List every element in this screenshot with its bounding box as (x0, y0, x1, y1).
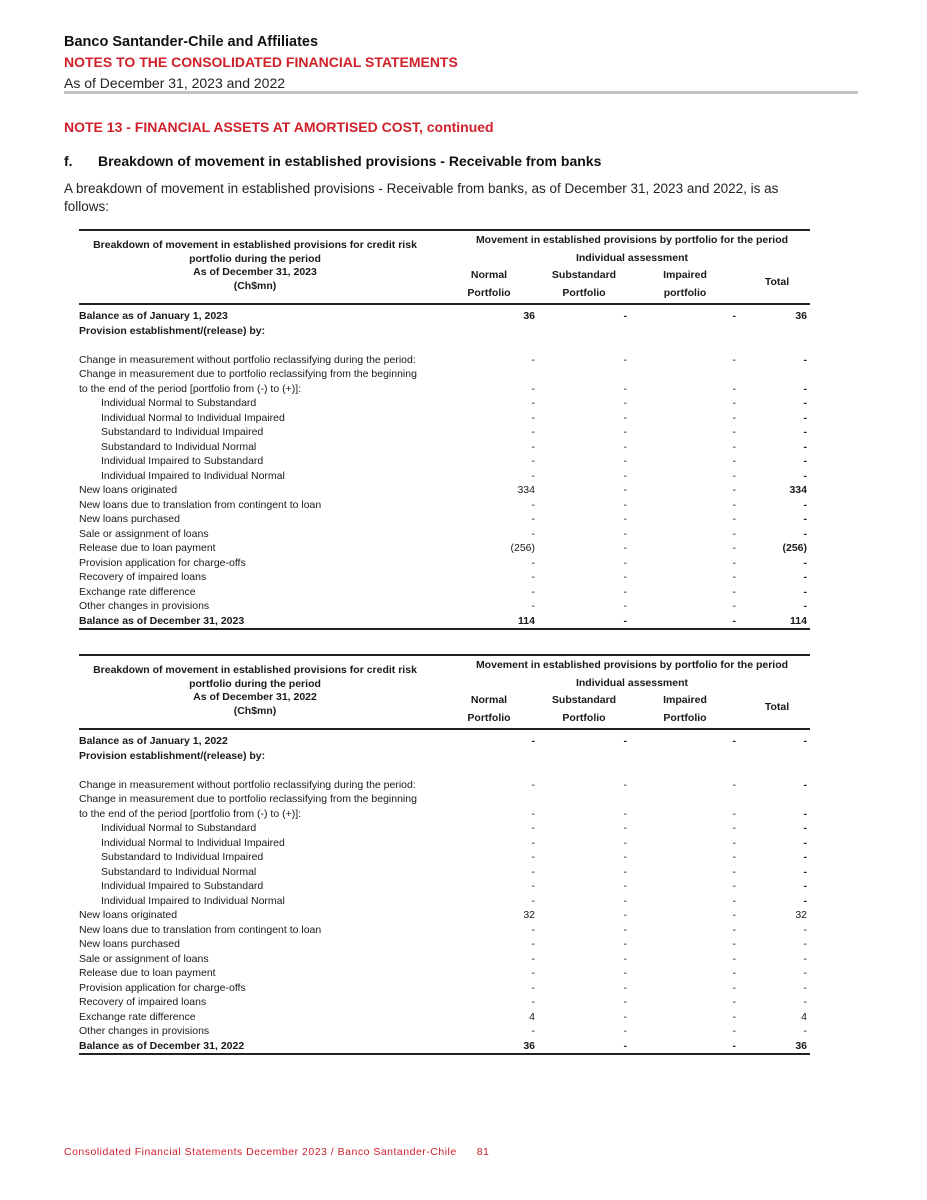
value-impaired: - (732, 353, 736, 366)
value-normal: - (531, 1025, 535, 1037)
row-label: Substandard to Individual Normal (101, 440, 257, 453)
table-row (79, 923, 810, 938)
value-normal: - (531, 865, 535, 878)
table-row (79, 865, 810, 880)
value-impaired: - (732, 836, 736, 849)
value-normal: - (531, 426, 535, 438)
value-impaired: - (732, 894, 736, 907)
value-substandard: - (623, 498, 627, 511)
column-header-substandard (539, 691, 629, 727)
table-row (79, 324, 810, 339)
column-header-line: Substandard (551, 269, 617, 281)
value-total: - (803, 778, 807, 791)
value-normal: - (531, 513, 535, 525)
value-normal: - (531, 600, 535, 612)
table-row (79, 396, 810, 411)
table-row (79, 763, 810, 792)
value-substandard: - (623, 411, 627, 424)
value-normal: - (531, 498, 535, 511)
value-normal: - (531, 411, 535, 424)
row-label: Release due to loan payment (79, 542, 216, 554)
value-impaired: - (732, 938, 736, 950)
value-normal: - (531, 822, 535, 834)
value-normal: - (531, 556, 535, 569)
value-substandard: - (623, 952, 627, 965)
table-row (79, 527, 810, 542)
column-header-line: Impaired (663, 269, 707, 281)
value-normal: - (531, 469, 535, 482)
table-row-header (79, 664, 431, 718)
value-substandard: - (623, 778, 627, 791)
value-substandard: - (623, 310, 627, 322)
value-total: - (803, 382, 807, 395)
header-line: portfolio during the period (189, 677, 321, 690)
value-normal: - (531, 585, 535, 598)
table-body (79, 305, 810, 630)
row-label: New loans originated (79, 909, 178, 921)
value-normal: - (531, 382, 535, 395)
row-label: New loans due to translation from contingent to loan (79, 923, 322, 936)
table-row (79, 483, 810, 498)
column-header-normal (459, 691, 519, 727)
value-impaired: - (732, 981, 736, 994)
page-footer (64, 1146, 489, 1158)
value-substandard: - (623, 542, 627, 554)
row-label: New loans purchased (79, 938, 180, 950)
value-substandard: - (623, 822, 627, 834)
table-row (79, 498, 810, 513)
row-label: Change in measurement due to portfolio reclassifying from the beginning to the end of the period [portfolio from (-) to (+)]: (79, 793, 417, 820)
column-header-line: Portfolio (562, 712, 606, 724)
as-of-date: As of December 31, 2023 and 2022 (64, 75, 286, 91)
row-label: Provision application for charge-offs (79, 981, 246, 994)
table-row-header (79, 239, 431, 293)
group-subheader: Individual assessment (575, 677, 689, 689)
note-title: NOTE 13 - FINANCIAL ASSETS AT AMORTISED COST, continued (64, 119, 494, 135)
table-row (79, 367, 810, 396)
table-row (79, 556, 810, 571)
value-impaired: - (732, 1010, 736, 1023)
page-number: 81 (476, 1146, 490, 1158)
table-row (79, 937, 810, 952)
table-row (79, 966, 810, 981)
row-label: Recovery of impaired loans (79, 571, 207, 583)
value-total: - (803, 469, 807, 482)
notes-title: NOTES TO THE CONSOLIDATED FINANCIAL STATEMENTS (64, 54, 458, 70)
value-normal: 36 (523, 1039, 535, 1052)
table-row (79, 425, 810, 440)
value-impaired: - (732, 310, 736, 322)
value-normal: - (531, 353, 535, 366)
value-total: - (803, 981, 807, 994)
value-substandard: - (623, 571, 627, 583)
value-normal: - (531, 967, 535, 979)
value-normal: - (531, 981, 535, 994)
value-normal: - (531, 851, 535, 863)
row-label: Substandard to Individual Normal (101, 865, 257, 878)
value-total: 334 (789, 484, 807, 496)
intro-paragraph: A breakdown of movement in established provisions - Receivable from banks, as of December 31, 2023 and 2022, is as follows: (64, 181, 779, 214)
value-impaired: - (732, 923, 736, 936)
value-impaired: - (732, 865, 736, 878)
row-label: Release due to loan payment (79, 967, 216, 979)
value-substandard: - (623, 996, 627, 1008)
value-impaired: - (732, 527, 736, 540)
value-impaired: - (732, 426, 736, 438)
value-impaired: - (732, 498, 736, 511)
footer-text: Consolidated Financial Statements December 2023 / Banco Santander-Chile (64, 1146, 457, 1158)
group-subheader: Individual assessment (575, 252, 689, 264)
table-row (79, 309, 810, 324)
value-total: - (803, 952, 807, 965)
value-normal: - (531, 952, 535, 965)
row-label: Substandard to Individual Impaired (101, 426, 264, 438)
value-normal: - (531, 996, 535, 1008)
table-row (79, 894, 810, 909)
value-impaired: - (732, 614, 736, 627)
value-total: - (803, 894, 807, 907)
value-total: - (803, 600, 807, 612)
row-label: New loans originated (79, 484, 178, 496)
row-label: New loans due to translation from contingent to loan (79, 498, 322, 511)
value-substandard: - (623, 967, 627, 979)
document-header (64, 33, 458, 94)
table-row (79, 749, 810, 764)
value-total: - (803, 411, 807, 424)
value-normal: - (531, 735, 535, 747)
value-normal: - (531, 778, 535, 791)
value-total: - (803, 1025, 807, 1037)
column-header-line: Substandard (551, 694, 617, 706)
value-impaired: - (732, 382, 736, 395)
column-header-line: portfolio (663, 287, 707, 299)
column-header-line: Portfolio (467, 712, 511, 724)
table-row (79, 821, 810, 836)
row-label: Other changes in provisions (79, 600, 210, 612)
column-header-normal (459, 266, 519, 302)
column-header-line: Normal (470, 269, 508, 281)
value-substandard: - (623, 614, 627, 627)
header-line: portfolio during the period (189, 252, 321, 265)
value-total: - (803, 735, 807, 747)
value-normal: - (531, 527, 535, 540)
value-total: 36 (795, 310, 807, 322)
value-total: - (803, 527, 807, 540)
row-label: Individual Impaired to Individual Normal (101, 894, 285, 907)
value-substandard: - (623, 484, 627, 496)
value-impaired: - (732, 909, 736, 921)
group-header: Movement in established provisions by portfolio for the period (475, 659, 789, 671)
table-row (79, 1024, 810, 1039)
value-impaired: - (732, 571, 736, 583)
value-total: - (803, 865, 807, 878)
value-substandard: - (623, 426, 627, 438)
value-total: - (803, 440, 807, 453)
column-header-impaired (650, 266, 720, 302)
header-line: (Ch$mn) (233, 704, 277, 717)
table-row (79, 411, 810, 426)
table-row (79, 570, 810, 585)
row-label: Change in measurement without portfolio reclassifying during the period: (79, 778, 416, 791)
value-impaired: - (732, 455, 736, 467)
value-normal: 36 (523, 310, 535, 322)
value-total: - (803, 836, 807, 849)
value-substandard: - (623, 938, 627, 950)
value-substandard: - (623, 440, 627, 453)
value-normal: - (531, 571, 535, 583)
value-normal: 4 (529, 1010, 535, 1023)
table-row (79, 440, 810, 455)
value-normal: - (531, 807, 535, 820)
row-label: New loans purchased (79, 513, 180, 525)
column-header-line: Portfolio (467, 287, 511, 299)
value-total: (256) (782, 542, 807, 554)
row-label: Substandard to Individual Impaired (101, 851, 264, 863)
row-label: Change in measurement due to portfolio reclassifying from the beginning to the end of the period [portfolio from (-) to (+)]: (79, 368, 417, 395)
value-impaired: - (732, 880, 736, 892)
value-total: - (803, 426, 807, 438)
value-substandard: - (623, 455, 627, 467)
table-body (79, 730, 810, 1055)
value-substandard: - (623, 880, 627, 892)
section-letter: f. (64, 153, 73, 169)
value-normal: 32 (523, 909, 535, 921)
value-substandard: - (623, 353, 627, 366)
value-normal: 114 (518, 614, 535, 627)
value-impaired: - (732, 411, 736, 424)
value-impaired: - (732, 1039, 736, 1052)
row-label: Provision establishment/(release) by: (79, 324, 266, 337)
row-label: Recovery of impaired loans (79, 996, 207, 1008)
table-row (79, 734, 810, 749)
table-row (79, 585, 810, 600)
value-impaired: - (732, 397, 736, 409)
value-substandard: - (623, 397, 627, 409)
table-row (79, 850, 810, 865)
row-label: Exchange rate difference (79, 1010, 196, 1023)
value-substandard: - (623, 527, 627, 540)
value-impaired: - (732, 822, 736, 834)
table-header (79, 229, 810, 305)
value-substandard: - (623, 909, 627, 921)
value-substandard: - (623, 469, 627, 482)
value-substandard: - (623, 585, 627, 598)
table-row (79, 836, 810, 851)
table-row (79, 614, 810, 629)
header-line: Breakdown of movement in established provisions for credit risk (93, 239, 417, 251)
value-normal: 334 (517, 484, 535, 496)
provisions-table-2022 (79, 654, 810, 1055)
value-impaired: - (732, 440, 736, 453)
value-total: - (803, 923, 807, 936)
row-label: Provision application for charge-offs (79, 556, 246, 569)
header-line: As of December 31, 2022 (193, 691, 317, 703)
column-header-impaired (650, 691, 720, 727)
value-substandard: - (623, 1025, 627, 1037)
table-row (79, 908, 810, 923)
row-label: Balance as of January 1, 2022 (79, 735, 228, 747)
value-total: - (803, 938, 807, 950)
value-total: - (803, 498, 807, 511)
row-label: Individual Impaired to Substandard (101, 455, 264, 467)
table-row (79, 1010, 810, 1025)
value-substandard: - (623, 923, 627, 936)
value-impaired: - (732, 469, 736, 482)
header-line: As of December 31, 2023 (193, 266, 317, 278)
row-label: Provision establishment/(release) by: (79, 749, 266, 762)
value-impaired: - (732, 542, 736, 554)
table-row (79, 995, 810, 1010)
value-total: - (803, 996, 807, 1008)
value-normal: - (531, 880, 535, 892)
value-total: 32 (795, 909, 807, 921)
value-normal: (256) (510, 542, 535, 554)
column-header-substandard (539, 266, 629, 302)
column-header-total: Total (764, 701, 790, 713)
value-total: - (803, 851, 807, 863)
table-row (79, 792, 810, 821)
table-row (79, 469, 810, 484)
column-header-total: Total (764, 276, 790, 288)
value-impaired: - (732, 735, 736, 747)
row-label: Individual Normal to Individual Impaired (101, 411, 285, 424)
table-row (79, 981, 810, 996)
row-label: Individual Normal to Individual Impaired (101, 836, 285, 849)
row-label: Individual Normal to Substandard (101, 822, 257, 834)
table-row (79, 599, 810, 614)
header-divider (64, 91, 858, 94)
row-label: Balance as of January 1, 2023 (79, 310, 228, 322)
value-substandard: - (623, 807, 627, 820)
row-label: Other changes in provisions (79, 1025, 210, 1037)
value-total: - (803, 556, 807, 569)
value-impaired: - (732, 952, 736, 965)
value-total: - (803, 807, 807, 820)
value-substandard: - (623, 836, 627, 849)
value-total: - (803, 585, 807, 598)
column-header-line: Impaired (663, 694, 707, 706)
value-total: 4 (801, 1010, 807, 1023)
value-substandard: - (623, 735, 627, 747)
column-header-line: Normal (470, 694, 508, 706)
value-impaired: - (732, 996, 736, 1008)
value-total: 114 (790, 614, 807, 627)
table-row (79, 541, 810, 556)
table-row (79, 879, 810, 894)
value-impaired: - (732, 600, 736, 612)
value-impaired: - (732, 484, 736, 496)
value-substandard: - (623, 1039, 627, 1052)
value-impaired: - (732, 556, 736, 569)
provisions-table-2023 (79, 229, 810, 630)
value-normal: - (531, 836, 535, 849)
row-label: Individual Impaired to Substandard (101, 880, 264, 892)
value-substandard: - (623, 1010, 627, 1023)
company-name: Banco Santander-Chile and Affiliates (64, 34, 319, 50)
value-total: - (803, 397, 807, 409)
column-header-line: Portfolio (562, 287, 606, 299)
row-label: Change in measurement without portfolio reclassifying during the period: (79, 353, 416, 366)
value-substandard: - (623, 894, 627, 907)
value-normal: - (531, 397, 535, 409)
value-impaired: - (732, 967, 736, 979)
value-total: - (803, 967, 807, 979)
value-substandard: - (623, 556, 627, 569)
row-label: Individual Normal to Substandard (101, 397, 257, 409)
value-substandard: - (623, 851, 627, 863)
value-impaired: - (732, 513, 736, 525)
row-label: Exchange rate difference (79, 585, 196, 598)
value-impaired: - (732, 585, 736, 598)
value-normal: - (531, 455, 535, 467)
value-normal: - (531, 440, 535, 453)
value-total: - (803, 513, 807, 525)
table-row (79, 338, 810, 367)
value-normal: - (531, 938, 535, 950)
value-total: - (803, 353, 807, 366)
value-impaired: - (732, 778, 736, 791)
row-label: Balance as of December 31, 2022 (79, 1039, 245, 1052)
value-total: - (803, 571, 807, 583)
value-impaired: - (732, 851, 736, 863)
value-substandard: - (623, 513, 627, 525)
value-substandard: - (623, 981, 627, 994)
value-normal: - (531, 923, 535, 936)
row-label: Sale or assignment of loans (79, 527, 209, 540)
value-substandard: - (623, 865, 627, 878)
section-heading (64, 153, 601, 169)
group-header: Movement in established provisions by portfolio for the period (475, 234, 789, 246)
value-total: - (803, 822, 807, 834)
value-impaired: - (732, 807, 736, 820)
column-header-line: Portfolio (663, 712, 707, 724)
value-total: - (803, 880, 807, 892)
value-total: 36 (795, 1039, 807, 1052)
table-row (79, 512, 810, 527)
row-label: Sale or assignment of loans (79, 952, 209, 965)
table-header (79, 654, 810, 730)
header-line: Breakdown of movement in established provisions for credit risk (93, 664, 417, 676)
header-line: (Ch$mn) (233, 279, 277, 292)
row-label: Individual Impaired to Individual Normal (101, 469, 285, 482)
table-row (79, 454, 810, 469)
value-substandard: - (623, 600, 627, 612)
value-normal: - (531, 894, 535, 907)
value-impaired: - (732, 1025, 736, 1037)
row-label: Balance as of December 31, 2023 (79, 614, 245, 627)
table-row (79, 952, 810, 967)
value-total: - (803, 455, 807, 467)
table-row (79, 1039, 810, 1054)
value-substandard: - (623, 382, 627, 395)
section-title: Breakdown of movement in established provisions - Receivable from banks (98, 153, 602, 169)
